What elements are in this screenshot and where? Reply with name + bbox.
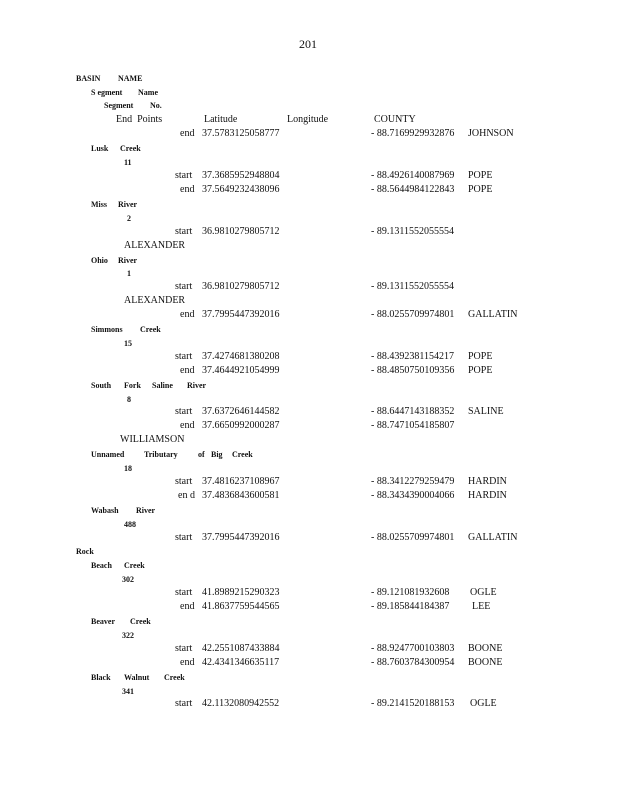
endpoint-label: en d bbox=[178, 490, 195, 501]
endpoint-label: end bbox=[180, 128, 195, 139]
endpoint-label: end bbox=[180, 657, 195, 668]
latitude-value: 37.6650992000287 bbox=[202, 420, 280, 431]
segment-name-word: Lusk bbox=[91, 144, 109, 153]
county-value: OGLE bbox=[470, 698, 497, 709]
county-value: BOONE bbox=[468, 657, 503, 668]
page-number: 201 bbox=[299, 37, 317, 51]
latitude-value: 37.5649232438096 bbox=[202, 184, 280, 195]
header-basin: BASIN bbox=[76, 74, 101, 83]
county-value: ALEXANDER bbox=[124, 240, 186, 251]
longitude-value: - 89.1311552055554 bbox=[371, 226, 454, 237]
segment-name-word: Creek bbox=[124, 561, 145, 570]
latitude-value: 37.4274681380208 bbox=[202, 351, 280, 362]
segment-number: 8 bbox=[127, 395, 131, 404]
county-value: LEE bbox=[472, 601, 491, 612]
endpoint-label: end bbox=[180, 420, 195, 431]
segment-name-word: River bbox=[136, 506, 156, 515]
segment-name-word: Saline bbox=[152, 381, 173, 390]
longitude-value: - 88.9247700103803 bbox=[371, 643, 455, 654]
longitude-value: - 88.4850750109356 bbox=[371, 365, 455, 376]
segment-name-word: South bbox=[91, 381, 112, 390]
segment-name-word: Miss bbox=[91, 200, 107, 209]
header-segment: S egment bbox=[91, 88, 123, 97]
latitude-value: 37.7995447392016 bbox=[202, 532, 280, 543]
longitude-value: - 88.3412279259479 bbox=[371, 476, 455, 487]
longitude-value: - 88.7169929932876 bbox=[371, 128, 455, 139]
endpoint-label: start bbox=[175, 643, 193, 654]
endpoint-label: start bbox=[175, 170, 193, 181]
county-value: BOONE bbox=[468, 643, 503, 654]
segment-number: 322 bbox=[122, 631, 134, 640]
county-value: GALLATIN bbox=[468, 309, 518, 320]
longitude-value: - 88.3434390004066 bbox=[371, 490, 455, 501]
header-segment-2: Segment bbox=[104, 101, 134, 110]
segment-number: 2 bbox=[127, 214, 131, 223]
longitude-value: - 89.1311552055554 bbox=[371, 281, 454, 292]
endpoint-label: end bbox=[180, 309, 195, 320]
endpoint-label: start bbox=[175, 281, 193, 292]
endpoint-label: start bbox=[175, 532, 193, 543]
segment-number: 11 bbox=[124, 158, 132, 167]
county-value: HARDIN bbox=[468, 476, 507, 487]
endpoint-label: end bbox=[180, 365, 195, 376]
longitude-value: - 89.121081932608 bbox=[371, 587, 450, 598]
latitude-value: 37.5783125058777 bbox=[202, 128, 280, 139]
segment-name-word: of bbox=[198, 450, 205, 459]
header-latitude: Latitude bbox=[204, 114, 238, 125]
county-value: GALLATIN bbox=[468, 532, 518, 543]
segment-name-word: Black bbox=[91, 673, 111, 682]
endpoint-label: start bbox=[175, 226, 193, 237]
latitude-value: 36.9810279805712 bbox=[202, 226, 280, 237]
latitude-value: 42.1132080942552 bbox=[202, 698, 280, 709]
latitude-value: 42.2551087433884 bbox=[202, 643, 280, 654]
segment-name-word: Creek bbox=[130, 617, 151, 626]
latitude-value: 41.8989215290323 bbox=[202, 587, 280, 598]
header-longitude: Longitude bbox=[287, 114, 329, 125]
segment-number: 341 bbox=[122, 687, 134, 696]
longitude-value: - 88.0255709974801 bbox=[371, 532, 455, 543]
county-value: POPE bbox=[468, 170, 493, 181]
county-value: POPE bbox=[468, 184, 493, 195]
longitude-value: - 88.4392381154217 bbox=[371, 351, 454, 362]
segment-name-word: Beaver bbox=[91, 617, 115, 626]
segment-name-word: River bbox=[118, 256, 138, 265]
segment-number: 18 bbox=[124, 464, 132, 473]
segment-number: 302 bbox=[122, 575, 134, 584]
latitude-value: 37.7995447392016 bbox=[202, 309, 280, 320]
latitude-value: 37.4644921054999 bbox=[202, 365, 280, 376]
longitude-value: - 88.5644984122843 bbox=[371, 184, 455, 195]
latitude-value: 37.4816237108967 bbox=[202, 476, 280, 487]
county-value: SALINE bbox=[468, 406, 504, 417]
segment-name-word: Creek bbox=[164, 673, 185, 682]
longitude-value: - 89.185844184387 bbox=[371, 601, 450, 612]
basin-name: Rock bbox=[76, 547, 94, 556]
endpoint-label: start bbox=[175, 698, 193, 709]
latitude-value: 37.4836843600581 bbox=[202, 490, 280, 501]
county-value: WILLIAMSON bbox=[120, 434, 185, 445]
endpoint-label: start bbox=[175, 351, 193, 362]
segment-name-word: Walnut bbox=[124, 673, 150, 682]
segment-name-word: Creek bbox=[232, 450, 253, 459]
longitude-value: - 88.6447143188352 bbox=[371, 406, 455, 417]
segment-name-word: Creek bbox=[140, 325, 161, 334]
segment-number: 488 bbox=[124, 520, 136, 529]
segment-name-word: Ohio bbox=[91, 256, 108, 265]
header-name-2: Name bbox=[138, 88, 158, 97]
endpoint-label: end bbox=[180, 184, 195, 195]
county-value: POPE bbox=[468, 351, 493, 362]
latitude-value: 37.6372646144582 bbox=[202, 406, 280, 417]
segment-name-word: Beach bbox=[91, 561, 112, 570]
segment-name-word: Fork bbox=[124, 381, 141, 390]
header-end-points: End Points bbox=[116, 114, 163, 125]
latitude-value: 36.9810279805712 bbox=[202, 281, 280, 292]
endpoint-label: end bbox=[180, 601, 195, 612]
segment-number: 15 bbox=[124, 339, 132, 348]
county-value: JOHNSON bbox=[468, 128, 514, 139]
county-value: HARDIN bbox=[468, 490, 507, 501]
segment-number: 1 bbox=[127, 269, 131, 278]
segment-name-word: River bbox=[118, 200, 138, 209]
longitude-value: - 88.0255709974801 bbox=[371, 309, 455, 320]
county-value: OGLE bbox=[470, 587, 497, 598]
county-value: ALEXANDER bbox=[124, 295, 186, 306]
latitude-value: 41.8637759544565 bbox=[202, 601, 280, 612]
county-value: POPE bbox=[468, 365, 493, 376]
header-no: No. bbox=[150, 101, 162, 110]
longitude-value: - 89.2141520188153 bbox=[371, 698, 455, 709]
segment-name-word: Wabash bbox=[91, 506, 119, 515]
latitude-value: 37.3685952948804 bbox=[202, 170, 280, 181]
longitude-value: - 88.7471054185807 bbox=[371, 420, 455, 431]
segment-name-word: Unnamed bbox=[91, 450, 125, 459]
segment-name-word: Simmons bbox=[91, 325, 123, 334]
endpoint-label: start bbox=[175, 406, 193, 417]
segment-name-word: Creek bbox=[120, 144, 141, 153]
latitude-value: 42.4341346635117 bbox=[202, 657, 280, 668]
header-county: COUNTY bbox=[374, 114, 416, 125]
endpoint-label: start bbox=[175, 476, 193, 487]
segment-name-word: Big bbox=[211, 450, 223, 459]
segment-name-word: Tributary bbox=[144, 450, 178, 459]
longitude-value: - 88.4926140087969 bbox=[371, 170, 455, 181]
endpoint-label: start bbox=[175, 587, 193, 598]
longitude-value: - 88.7603784300954 bbox=[371, 657, 455, 668]
segment-name-word: River bbox=[187, 381, 207, 390]
header-name: NAME bbox=[118, 74, 143, 83]
